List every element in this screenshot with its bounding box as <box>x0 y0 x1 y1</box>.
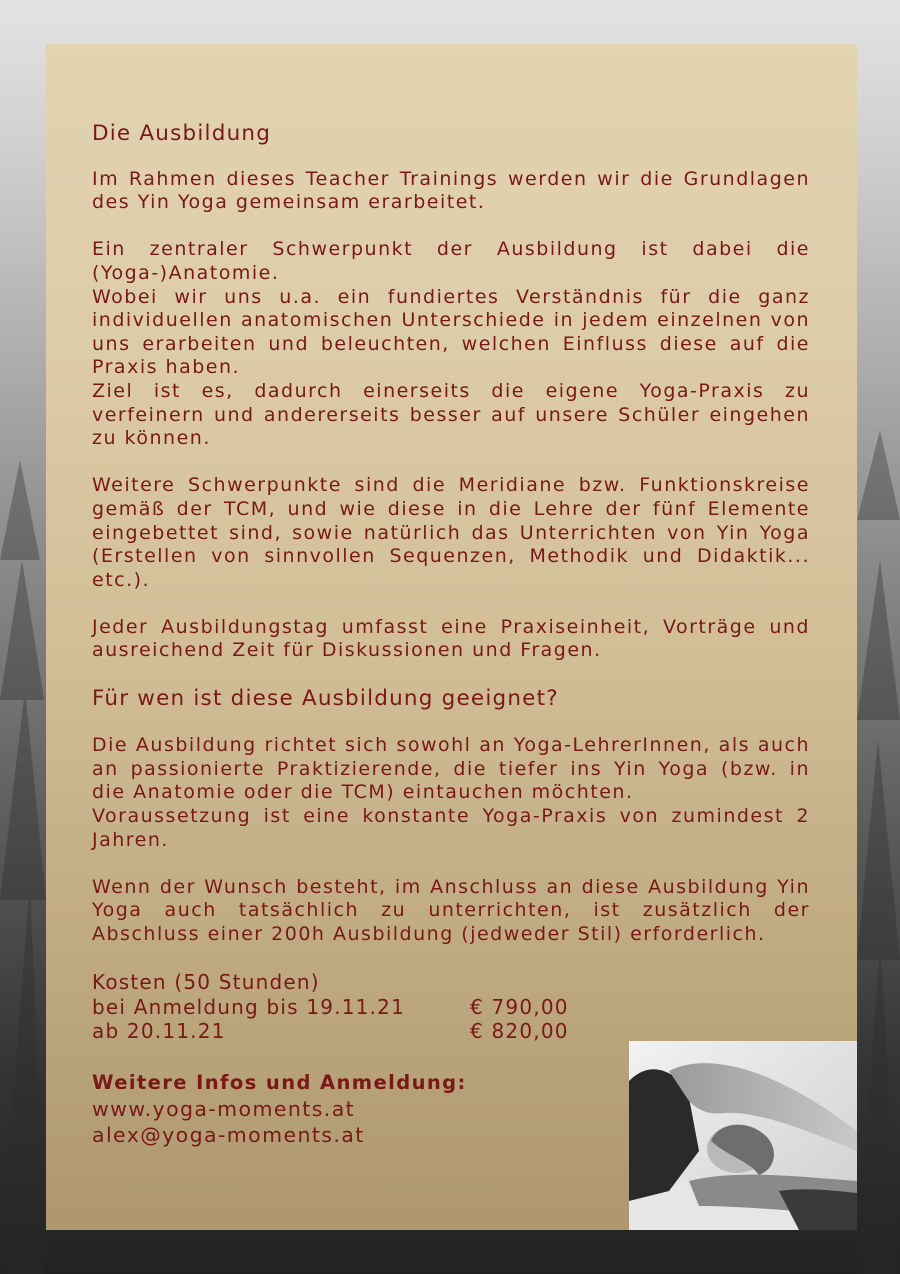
website-link[interactable]: www.yoga-moments.at <box>92 1096 356 1121</box>
audience-line: Voraussetzung ist eine konstante Yoga-Praxis von zumindest 2 Jahren. <box>92 805 810 851</box>
yoga-pose-photo <box>629 1041 857 1230</box>
cost-price: € 790,00 <box>470 994 569 1019</box>
audience-heading: Für wen ist diese Ausbildung geeignet? <box>92 685 559 711</box>
focus-paragraph: Weitere Schwerpunkte sind die Meridiane bzw. Funktionskreise gemäß der TCM, und wie diese in die Lehre der fünf Elemente eingebettet sind, sowie natürlich das Unterrichten von Yin Yoga (Erstellen von sinnvollen Sequenzen, Methodik und Didaktik... etc.). <box>92 474 810 591</box>
anatomy-line: Wobei wir uns u.a. ein fundiertes Verständnis für die ganz individuellen anatomischen Unterschiede in jedem einzelnen von uns erarbeiten und beleuchten, welchen Einfluss diese auf die Praxis haben. <box>92 285 810 379</box>
teaching-note-paragraph: Wenn der Wunsch besteht, im Anschluss an diese Ausbildung Yin Yoga auch tatsächlich zu unterrichten, ist zusätzlich der Abschluss einer 200h Ausbildung (jedweder Stil) erforderlich. <box>92 875 810 945</box>
intro-paragraph: Im Rahmen dieses Teacher Trainings werden wir die Grundlagen des Yin Yoga gemeinsam erarbeitet. <box>92 167 810 214</box>
email-link[interactable]: alex@yoga-moments.at <box>92 1122 365 1147</box>
daily-paragraph: Jeder Ausbildungstag umfasst eine Praxiseinheit, Vorträge und ausreichend Zeit für Diskussionen und Fragen. <box>92 615 810 662</box>
document-body <box>92 122 810 1148</box>
anatomy-line: Ein zentraler Schwerpunkt der Ausbildung ist dabei die (Yoga-)Anatomie. <box>92 238 810 284</box>
cost-row <box>92 1019 810 1044</box>
cost-label: bei Anmeldung bis 19.11.21 <box>92 994 406 1019</box>
info-heading: Weitere Infos und Anmeldung: <box>92 1070 467 1094</box>
page-title: Die Ausbildung <box>92 121 272 146</box>
cost-price: € 820,00 <box>470 1019 569 1044</box>
audience-line: Die Ausbildung richtet sich sowohl an Yoga-LehrerInnen, als auch an passionierte Praktizierende, die tiefer ins Yin Yoga (bzw. in die Anatomie oder die TCM) eintauchen möchten. <box>92 734 810 804</box>
anatomy-line: Ziel ist es, dadurch einerseits die eigene Yoga-Praxis zu verfeinern und andererseits besser auf unsere Schüler eingehen zu können. <box>92 379 810 450</box>
cost-row <box>92 995 810 1020</box>
costs-heading: Kosten (50 Stunden) <box>92 970 320 995</box>
cost-label: ab 20.11.21 <box>92 1019 226 1044</box>
yoga-pose-photo-icon <box>629 1041 857 1230</box>
costs-section <box>92 970 810 1044</box>
audience-paragraph <box>92 734 810 852</box>
anatomy-paragraph <box>92 238 810 450</box>
